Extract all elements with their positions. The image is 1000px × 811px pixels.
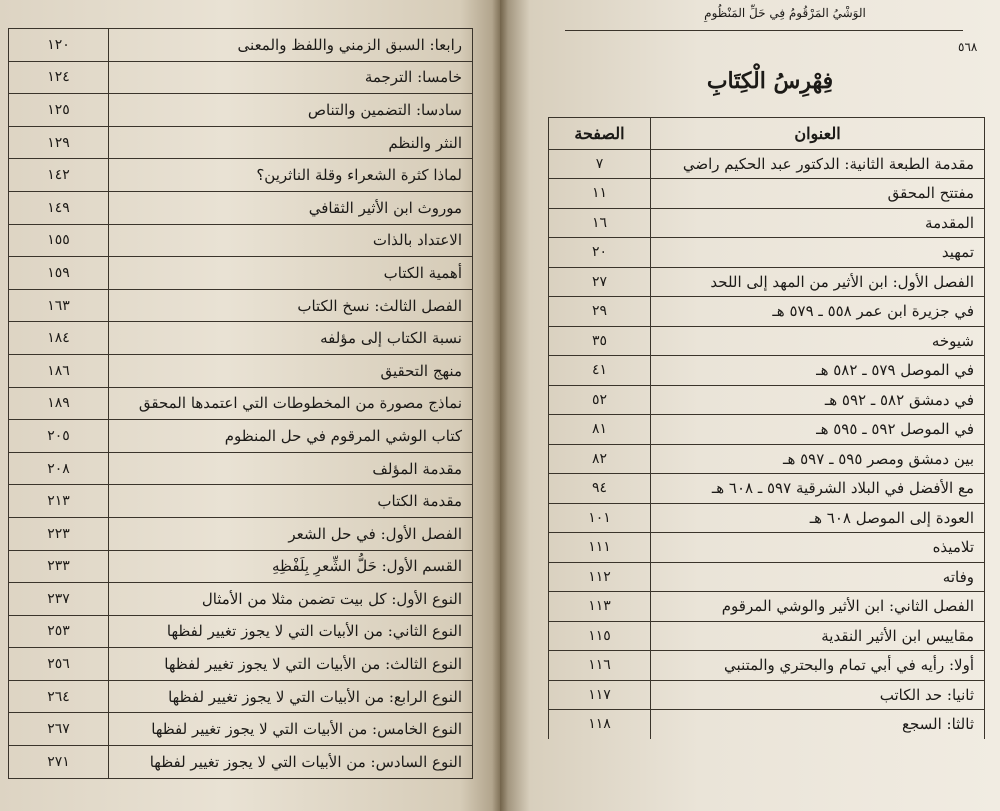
toc-entry-title: تلاميذه xyxy=(651,533,985,563)
toc-entry-title: النوع الخامس: من الأبيات التي لا يجوز تغيير لفظها xyxy=(109,713,473,746)
toc-row xyxy=(9,29,473,62)
toc-entry-page: ٢٢٣ xyxy=(9,517,109,550)
toc-row xyxy=(549,621,985,651)
toc-row xyxy=(9,452,473,485)
toc-entry-page: ١١١ xyxy=(549,533,651,563)
toc-entry-page: ١٠١ xyxy=(549,503,651,533)
toc-entry-page: ١٤٢ xyxy=(9,159,109,192)
toc-row xyxy=(9,257,473,290)
toc-entry-page: ٤١ xyxy=(549,356,651,386)
toc-entry-page: ٣٥ xyxy=(549,326,651,356)
toc-table-left-body xyxy=(9,29,473,779)
toc-entry-title: نسبة الكتاب إلى مؤلفه xyxy=(109,322,473,355)
toc-entry-page: ٢١٣ xyxy=(9,485,109,518)
toc-entry-title: في الموصل ٥٧٩ ـ ٥٨٢ هـ xyxy=(651,356,985,386)
header-rule xyxy=(565,30,963,31)
toc-entry-page: ١٨٦ xyxy=(9,354,109,387)
toc-row xyxy=(9,485,473,518)
book-gutter xyxy=(492,0,508,811)
toc-table-left xyxy=(8,28,473,779)
toc-row xyxy=(549,238,985,268)
toc-row xyxy=(9,224,473,257)
toc-entry-page: ٧ xyxy=(549,149,651,179)
toc-entry-title: الفصل الأول: ابن الأثير من المهد إلى اللحد xyxy=(651,267,985,297)
toc-entry-title: النثر والنظم xyxy=(109,126,473,159)
toc-row xyxy=(9,680,473,713)
toc-entry-page: ١١٥ xyxy=(549,621,651,651)
toc-entry-page: ٢٦٤ xyxy=(9,680,109,713)
toc-entry-title: بين دمشق ومصر ٥٩٥ ـ ٥٩٧ هـ xyxy=(651,444,985,474)
toc-row xyxy=(549,680,985,710)
toc-entry-page: ١١٨ xyxy=(549,710,651,739)
toc-entry-page: ١٤٩ xyxy=(9,191,109,224)
toc-entry-page: ٢٣٣ xyxy=(9,550,109,583)
toc-row xyxy=(549,356,985,386)
toc-row xyxy=(9,387,473,420)
toc-entry-page: ٩٤ xyxy=(549,474,651,504)
toc-row xyxy=(549,444,985,474)
toc-row xyxy=(549,503,985,533)
toc-entry-page: ١١ xyxy=(549,179,651,209)
toc-row xyxy=(549,149,985,179)
toc-table-right-body xyxy=(549,149,985,739)
toc-entry-title: رابعا: السبق الزمني واللفظ والمعنى xyxy=(109,29,473,62)
toc-entry-page: ٢٩ xyxy=(549,297,651,327)
toc-row xyxy=(549,415,985,445)
toc-entry-title: في دمشق ٥٨٢ ـ ٥٩٢ هـ xyxy=(651,385,985,415)
toc-entry-page: ١٨٩ xyxy=(9,387,109,420)
toc-row xyxy=(549,267,985,297)
toc-entry-page: ١٢٥ xyxy=(9,94,109,127)
toc-entry-page: ١١٣ xyxy=(549,592,651,622)
toc-entry-page: ١٦ xyxy=(549,208,651,238)
column-header-title: العنوان xyxy=(651,118,985,150)
toc-entry-title: مقاييس ابن الأثير النقدية xyxy=(651,621,985,651)
toc-entry-page: ٨٢ xyxy=(549,444,651,474)
toc-entry-page: ١٢٤ xyxy=(9,61,109,94)
page-number: ٥٦٨ xyxy=(958,40,978,54)
toc-entry-title: العودة إلى الموصل ٦٠٨ هـ xyxy=(651,503,985,533)
toc-row xyxy=(549,592,985,622)
toc-entry-title: لماذا كثرة الشعراء وقلة الناثرين؟ xyxy=(109,159,473,192)
toc-row xyxy=(549,710,985,739)
toc-entry-page: ١١٧ xyxy=(549,680,651,710)
toc-entry-title: وفاته xyxy=(651,562,985,592)
toc-entry-title: خامسا: الترجمة xyxy=(109,61,473,94)
toc-entry-title: كتاب الوشي المرقوم في حل المنظوم xyxy=(109,420,473,453)
toc-entry-page: ١٢٩ xyxy=(9,126,109,159)
toc-entry-page: ١١٦ xyxy=(549,651,651,681)
column-header-page: الصفحة xyxy=(549,118,651,150)
toc-entry-title: الفصل الثالث: نسخ الكتاب xyxy=(109,289,473,322)
toc-entry-page: ٥٢ xyxy=(549,385,651,415)
toc-row xyxy=(9,550,473,583)
toc-row xyxy=(9,322,473,355)
toc-entry-title: النوع الرابع: من الأبيات التي لا يجوز تغيير لفظها xyxy=(109,680,473,713)
toc-row xyxy=(9,159,473,192)
toc-row xyxy=(9,61,473,94)
toc-table-right xyxy=(548,117,985,739)
toc-entry-title: سادسا: التضمين والتناص xyxy=(109,94,473,127)
toc-row xyxy=(549,326,985,356)
toc-entry-title: تمهيد xyxy=(651,238,985,268)
toc-title: فِهْرِسُ الْكِتَابِ xyxy=(706,68,834,94)
toc-entry-title: مع الأفضل في البلاد الشرقية ٥٩٧ ـ ٦٠٨ هـ xyxy=(651,474,985,504)
toc-row xyxy=(9,713,473,746)
toc-row xyxy=(9,94,473,127)
running-header: الوَشْيُ المَرْقُومُ فِي حَلِّ المَنْظُومِ xyxy=(704,6,866,20)
toc-entry-title: في الموصل ٥٩٢ ـ ٥٩٥ هـ xyxy=(651,415,985,445)
toc-entry-title: النوع الثالث: من الأبيات التي لا يجوز تغيير لفظها xyxy=(109,648,473,681)
toc-row xyxy=(9,420,473,453)
toc-row xyxy=(549,208,985,238)
toc-entry-page: ١٥٥ xyxy=(9,224,109,257)
toc-row xyxy=(9,746,473,779)
toc-row xyxy=(9,191,473,224)
toc-entry-page: ١٦٣ xyxy=(9,289,109,322)
toc-entry-title: النوع السادس: من الأبيات التي لا يجوز تغيير لفظها xyxy=(109,746,473,779)
toc-entry-page: ٢٠٥ xyxy=(9,420,109,453)
toc-entry-title: النوع الثاني: من الأبيات التي لا يجوز تغيير لفظها xyxy=(109,615,473,648)
toc-entry-title: في جزيرة ابن عمر ٥٥٨ ـ ٥٧٩ هـ xyxy=(651,297,985,327)
toc-entry-title: مقدمة المؤلف xyxy=(109,452,473,485)
toc-entry-title: المقدمة xyxy=(651,208,985,238)
toc-row xyxy=(549,562,985,592)
toc-row xyxy=(549,651,985,681)
toc-entry-page: ١٢٠ xyxy=(9,29,109,62)
toc-entry-title: مفتتح المحقق xyxy=(651,179,985,209)
toc-entry-title: ثالثا: السجع xyxy=(651,710,985,739)
toc-entry-page: ٢٥٣ xyxy=(9,615,109,648)
toc-entry-page: ٢٠٨ xyxy=(9,452,109,485)
toc-entry-title: النوع الأول: كل بيت تضمن مثلا من الأمثال xyxy=(109,583,473,616)
toc-entry-page: ١٥٩ xyxy=(9,257,109,290)
toc-entry-page: ٢٧١ xyxy=(9,746,109,779)
toc-entry-title: مقدمة الطبعة الثانية: الدكتور عبد الحكيم راضي xyxy=(651,149,985,179)
toc-entry-title: موروث ابن الأثير الثقافي xyxy=(109,191,473,224)
toc-row xyxy=(9,517,473,550)
toc-row xyxy=(9,126,473,159)
toc-row xyxy=(549,297,985,327)
toc-row xyxy=(549,474,985,504)
toc-row xyxy=(9,583,473,616)
toc-entry-title: شيوخه xyxy=(651,326,985,356)
toc-entry-page: ١١٢ xyxy=(549,562,651,592)
toc-row xyxy=(9,289,473,322)
toc-entry-title: ثانيا: حد الكاتب xyxy=(651,680,985,710)
toc-entry-title: القسم الأول: حَلُّ الشِّعرِ بِلَفْظِهِ xyxy=(109,550,473,583)
toc-row xyxy=(9,354,473,387)
toc-entry-title: نماذج مصورة من المخطوطات التي اعتمدها المحقق xyxy=(109,387,473,420)
toc-row xyxy=(9,648,473,681)
toc-entry-page: ٢٣٧ xyxy=(9,583,109,616)
toc-entry-title: أولا: رأيه في أبي تمام والبحتري والمتنبي xyxy=(651,651,985,681)
toc-entry-page: ٨١ xyxy=(549,415,651,445)
toc-entry-page: ١٨٤ xyxy=(9,322,109,355)
toc-entry-title: أهمية الكتاب xyxy=(109,257,473,290)
toc-entry-page: ٢٧ xyxy=(549,267,651,297)
toc-entry-page: ٢٠ xyxy=(549,238,651,268)
toc-entry-page: ٢٦٧ xyxy=(9,713,109,746)
toc-entry-title: منهج التحقيق xyxy=(109,354,473,387)
toc-row xyxy=(9,615,473,648)
toc-entry-title: الفصل الثاني: ابن الأثير والوشي المرقوم xyxy=(651,592,985,622)
toc-entry-title: الفصل الأول: في حل الشعر xyxy=(109,517,473,550)
toc-entry-title: مقدمة الكتاب xyxy=(109,485,473,518)
toc-row xyxy=(549,533,985,563)
toc-header-row xyxy=(549,118,985,150)
toc-entry-title: الاعتداد بالذات xyxy=(109,224,473,257)
toc-row xyxy=(549,385,985,415)
toc-row xyxy=(549,179,985,209)
toc-entry-page: ٢٥٦ xyxy=(9,648,109,681)
